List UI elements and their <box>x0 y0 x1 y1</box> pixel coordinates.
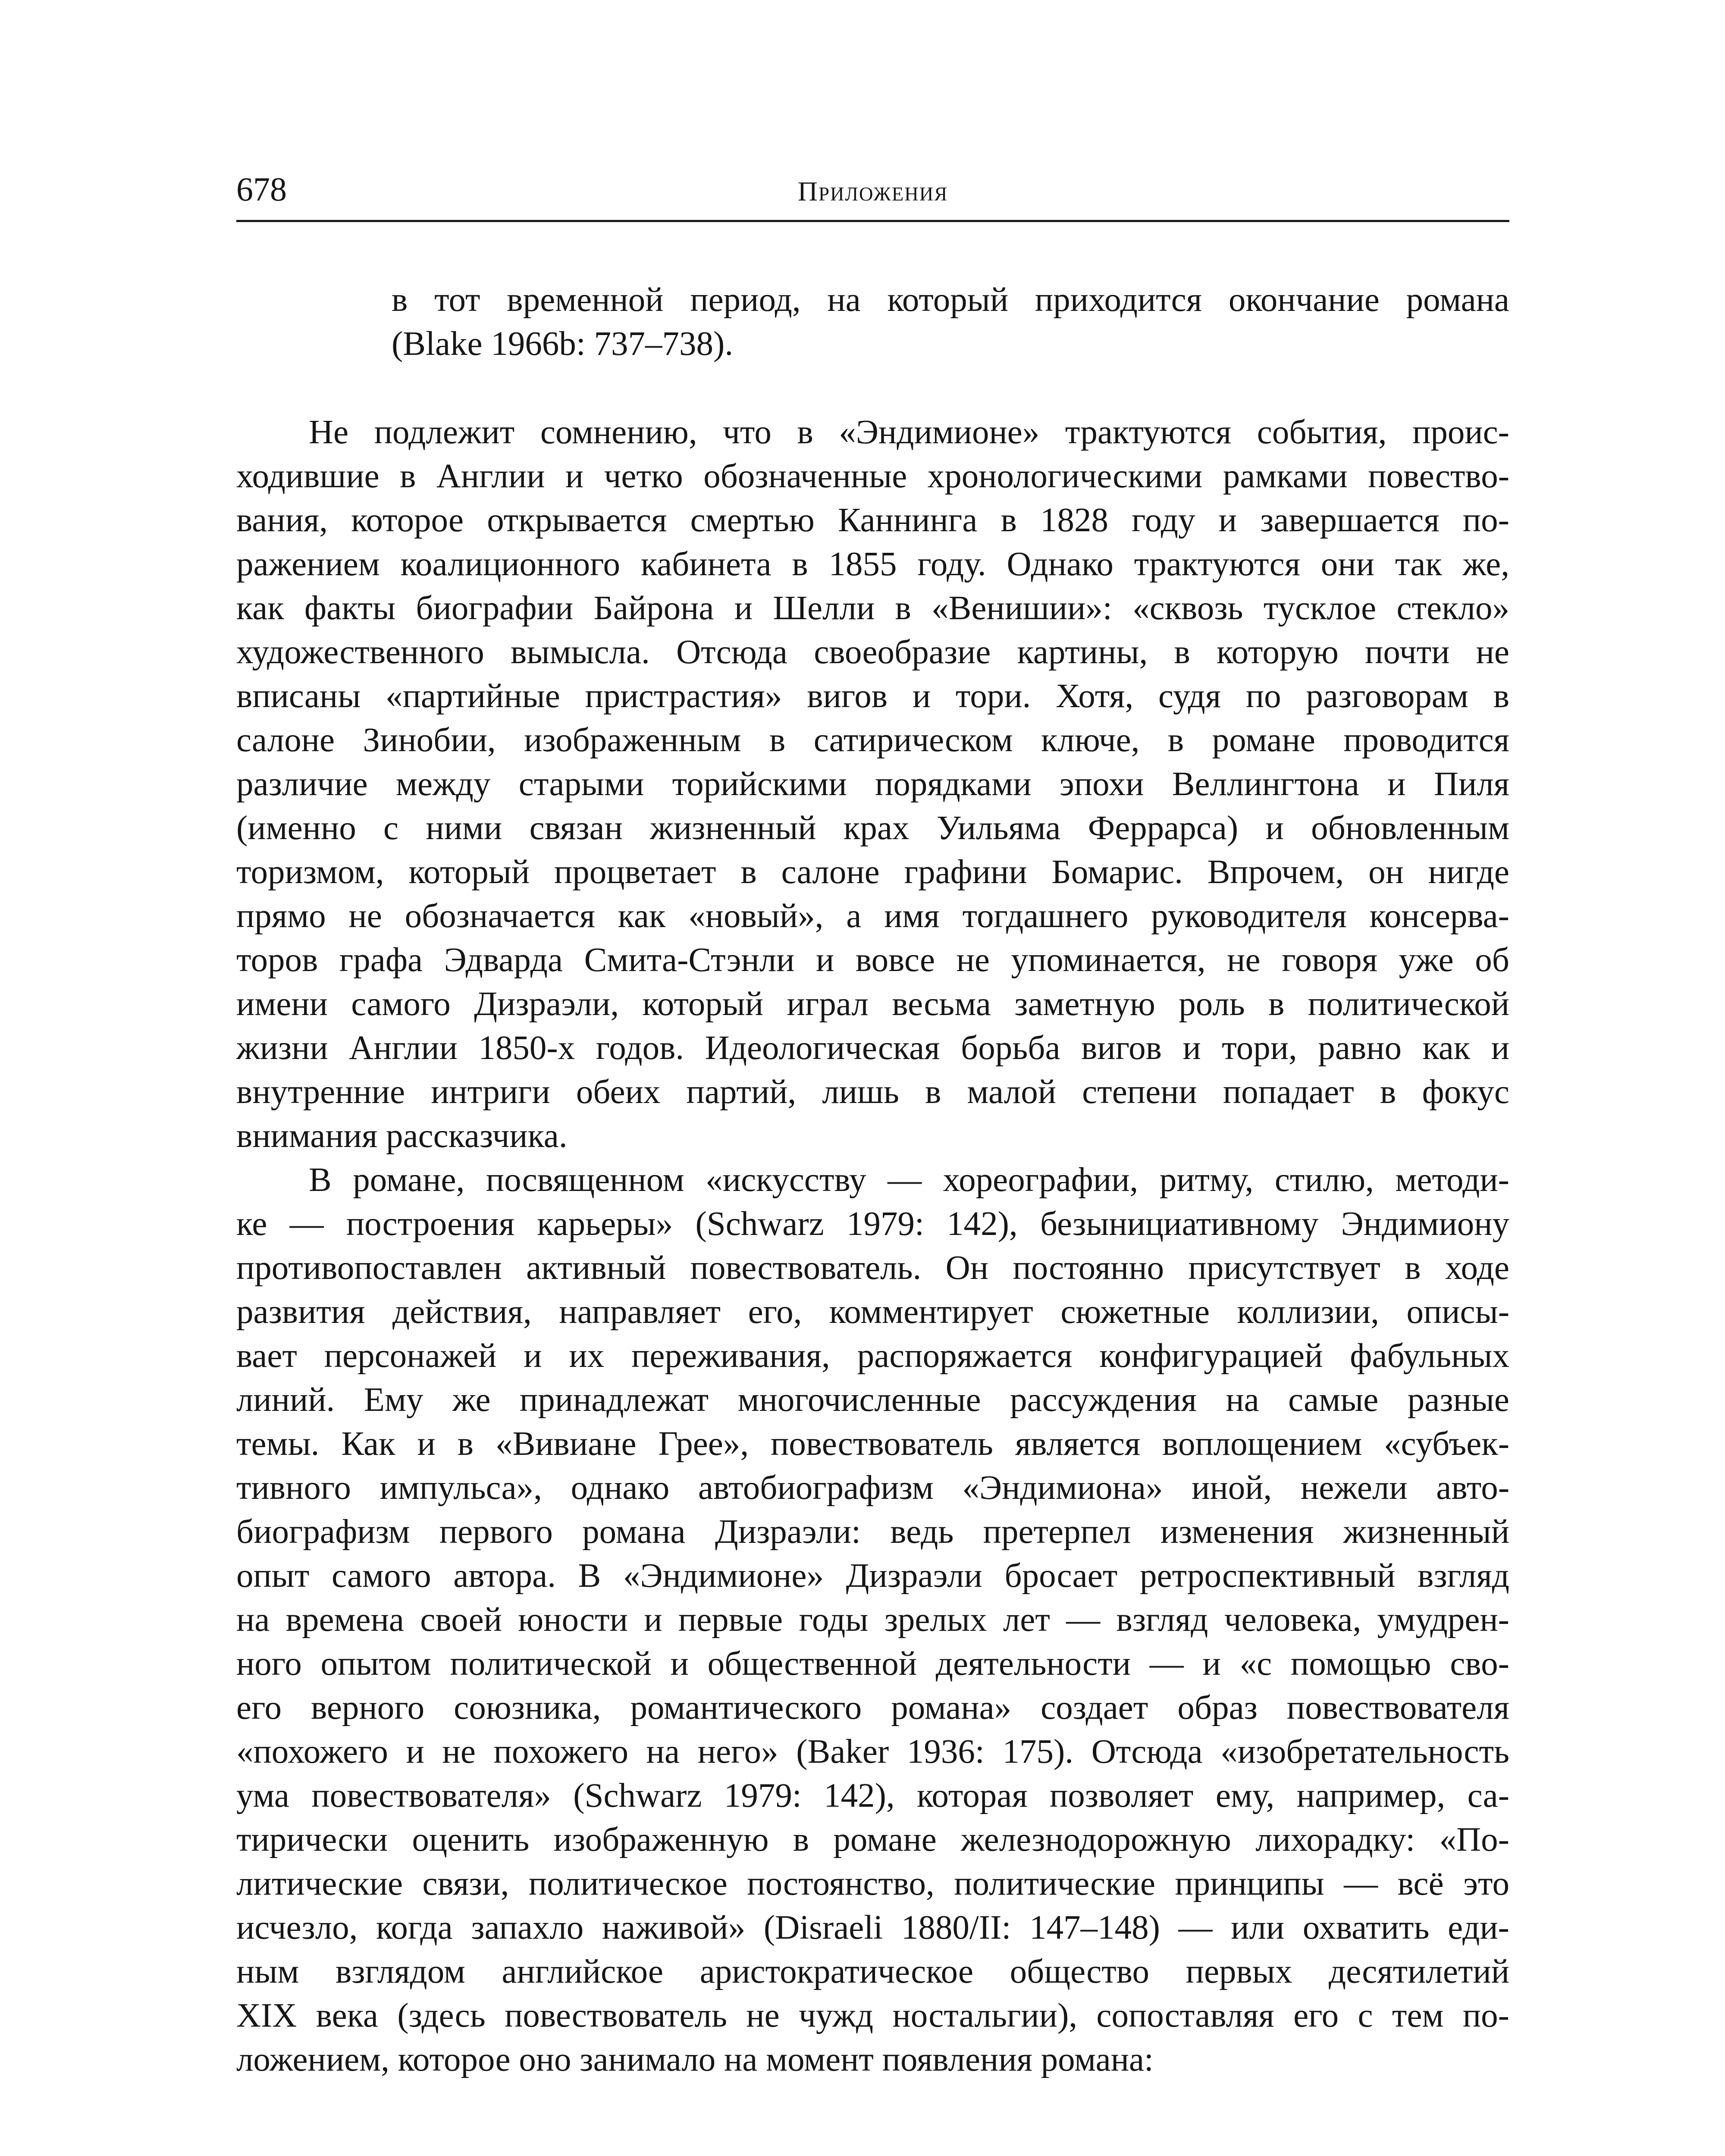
paragraph-2-line: ного опытом политической и общественной деятельности — и «с помощью сво- <box>236 1645 1509 1683</box>
paragraph-1-line: внутренние интриги обеих партий, лишь в малой степени попадает в фокус <box>236 1073 1509 1111</box>
paragraph-1-line: торизмом, который процветает в салоне графини Бомарис. Впрочем, он нигде <box>236 853 1509 891</box>
paragraph-1-line: ходившие в Англии и четко обозначенные хронологическими рамками повество- <box>236 458 1509 495</box>
paragraph-2-line: ложением, которое оно занимало на момент появления романа: <box>236 2041 1154 2078</box>
paragraph-2-line: ке — построения карьеры» (Schwarz 1979: 142), безынициативному Эндимиону <box>236 1205 1509 1243</box>
paragraph-2-line: развития действия, направляет его, комментирует сюжетные коллизии, описы- <box>236 1293 1509 1331</box>
paragraph-1-line: художественного вымысла. Отсюда своеобразие картины, в которую почти не <box>236 633 1509 671</box>
paragraph-2-line: вает персонажей и их переживания, распоряжается конфигурацией фабульных <box>236 1337 1509 1375</box>
quote-line: в тот временной период, на который приходится окончание романа <box>392 281 1509 319</box>
paragraph-1-line: как факты биографии Байрона и Шелли в «Венишии»: «сквозь тусклое стекло» <box>236 589 1509 627</box>
paragraph-2-line: линий. Ему же принадлежат многочисленные рассуждения на самые разные <box>236 1381 1509 1419</box>
quote-line: (Blake 1966b: 737–738). <box>392 325 734 363</box>
paragraph-1-line: ражением коалиционного кабинета в 1855 году. Однако трактуются они так же, <box>236 545 1509 583</box>
paragraph-1-line: торов графа Эдварда Смита-Стэнли и вовсе не упоминается, не говоря уже об <box>236 941 1509 979</box>
paragraph-1-line: салоне Зинобии, изображенным в сатирическом ключе, в романе проводится <box>236 721 1509 759</box>
paragraph-1-line: различие между старыми торийскими порядками эпохи Веллингтона и Пиля <box>236 765 1509 803</box>
paragraph-1-line: вания, которое открывается смертью Каннинга в 1828 году и завершается по- <box>236 501 1509 539</box>
paragraph-1-line: внимания рассказчика. <box>236 1117 568 1155</box>
paragraph-2-line: литические связи, политическое постоянство, политические принципы — всё это <box>236 1865 1509 1902</box>
paragraph-1-line: имени самого Дизраэли, который играл весьма заметную роль в политической <box>236 985 1509 1023</box>
paragraph-2-line: его верного союзника, романтического романа» создает образ повествователя <box>236 1689 1509 1727</box>
block-quote-end <box>392 278 1509 366</box>
paragraph-2-line: темы. Как и в «Вивиане Грее», повествователь является воплощением «субъек- <box>236 1425 1509 1463</box>
paragraph-1-line: вписаны «партийные пристрастия» вигов и тори. Хотя, судя по разговорам в <box>236 677 1509 715</box>
paragraph-2-line: опыт самого автора. В «Эндимионе» Дизраэли бросает ретроспективный взгляд <box>236 1557 1509 1595</box>
paragraph-1-line: Не подлежит сомнению, что в «Эндимионе» трактуются события, проис- <box>309 414 1509 451</box>
page-number: 678 <box>236 170 287 208</box>
paragraph-2-line: тирически оценить изображенную в романе железнодорожную лихорадку: «По- <box>236 1821 1509 1858</box>
paragraph-1-line: жизни Англии 1850-х годов. Идеологическая борьба вигов и тори, равно как и <box>236 1029 1509 1067</box>
paragraph-2-line: ума повествователя» (Schwarz 1979: 142), которая позволяет ему, например, са- <box>236 1777 1509 1814</box>
paragraph-2-line: противопоставлен активный повествователь. Он постоянно присутствует в ходе <box>236 1249 1509 1287</box>
paragraph-2-line: исчезло, когда запахло наживой» (Disraeli 1880/II: 147–148) — или охватить еди- <box>236 1909 1509 1946</box>
paragraph-1-line: прямо не обозначается как «новый», а имя тогдашнего руководителя консерва- <box>236 897 1509 935</box>
paragraph-2-line: XIX века (здесь повествователь не чужд ностальгии), сопоставляя его с тем по- <box>236 1997 1509 2034</box>
paragraph-2-line: на времена своей юности и первые годы зрелых лет — взгляд человека, умудрен- <box>236 1601 1509 1639</box>
paragraph-1-line: (именно с ними связан жизненный крах Уильяма Феррарса) и обновленным <box>236 809 1509 847</box>
body-text <box>236 411 1509 2082</box>
section-title: Приложения <box>797 176 948 207</box>
paragraph-2-line: ным взглядом английское аристократическое общество первых десятилетий <box>236 1953 1509 1990</box>
paragraph-2-line: «похожего и не похожего на него» (Baker 1936: 175). Отсюда «изобретательность <box>236 1733 1509 1771</box>
paragraph-2-line: тивного импульса», однако автобиографизм «Эндимиона» иной, нежели авто- <box>236 1469 1509 1507</box>
running-head <box>236 164 1509 222</box>
paragraph-2-line: биографизм первого романа Дизраэли: ведь претерпел изменения жизненный <box>236 1513 1509 1551</box>
paragraph-2-line: В романе, посвященном «искусству — хореографии, ритму, стилю, методи- <box>309 1161 1509 1199</box>
